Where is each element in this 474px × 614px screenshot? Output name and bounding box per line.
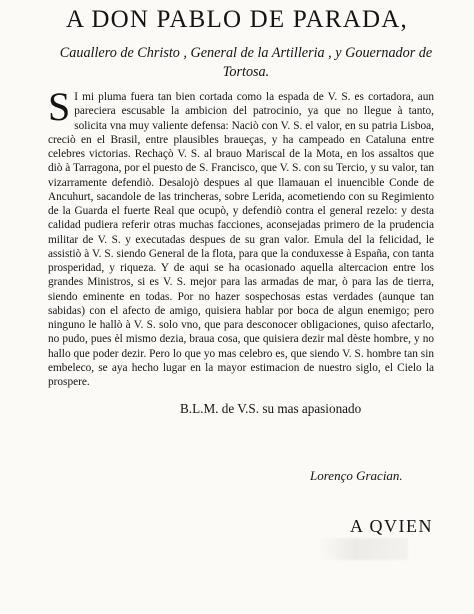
dedication-title: A DON PABLO DE PARADA, bbox=[66, 6, 408, 33]
ink-bleed-through bbox=[318, 538, 408, 560]
catchword: A QVIEN bbox=[350, 516, 433, 536]
dedication-body bbox=[48, 84, 434, 389]
drop-cap: S bbox=[48, 84, 71, 129]
author-signature: Lorenço Gracian. bbox=[310, 468, 403, 483]
dedication-text: I mi pluma fuera tan bien cortada como la espada de V. S. es cortadora, aun pareciera escusable la ambicion del patrocinio, ya que no llegue à tanto, solicita vna muy valiente defensa: Naciò con V. S. el valor, en su patria Lisboa, creciò en el Brasil, entre plausibles braueças, y ha campeado en Cataluna entre celebres victorias. Rechaçò V. S. al brauo Mariscal de la Mota, en los assaltos que diò à Tarragona, por el puesto de S. Francisco, que V. S. con su Tercio, y su valor, tan vizarramente defendiò. Desalojò despues al que llamauan el inuencible Conde de Ancuhurt, sacandole de las trincheras, sobre Lerida, acometiendo con su Regimiento de la Guarda el fuerte Real que ocupò, y defendiò contra el general rezelo: y desta calidad pudiera referir otras muchas facciones, aconsejadas primero de la prudencia militar de V. S. y executadas despues de su gran valor. Emula del la felicidad, le assistiò à V. S. siendo General de la flota, para que la conduxesse à España, con tanta prosperidad, y riqueza. Y de aqui se ha ocasionado aquella altercacion entre los grandes Ministros, si es V. S. mejor para las armadas de mar, ò para las de tierra, siendo eminente en todas. Por no hazer sospechosas estas verdades (aunque tan sabidas) con el afecto de amigo, quisiera hablar por boca de algun enemigo; pero ninguno le hallò à V. S. solo vno, que para desconocer obligaciones, quiso afectarlo, no pudo, pues èl mismo dezia, braua cosa, que quisiera dezir mal dèste hombre, y no hallo que poder dezir. Pero lo que yo mas celebro es, que siendo V. S. hombre tan sin embeleco, se aya hecho lugar en la mayor estimacion de nuestro siglo, el Cielo la prospere. bbox=[48, 91, 434, 388]
dedication-subtitle: Cauallero de Christo , General de la Artilleria , y Gouernador de Tortosa. bbox=[59, 45, 433, 80]
closing-formula: B.L.M. de V.S. su mas apasionado bbox=[180, 401, 362, 416]
